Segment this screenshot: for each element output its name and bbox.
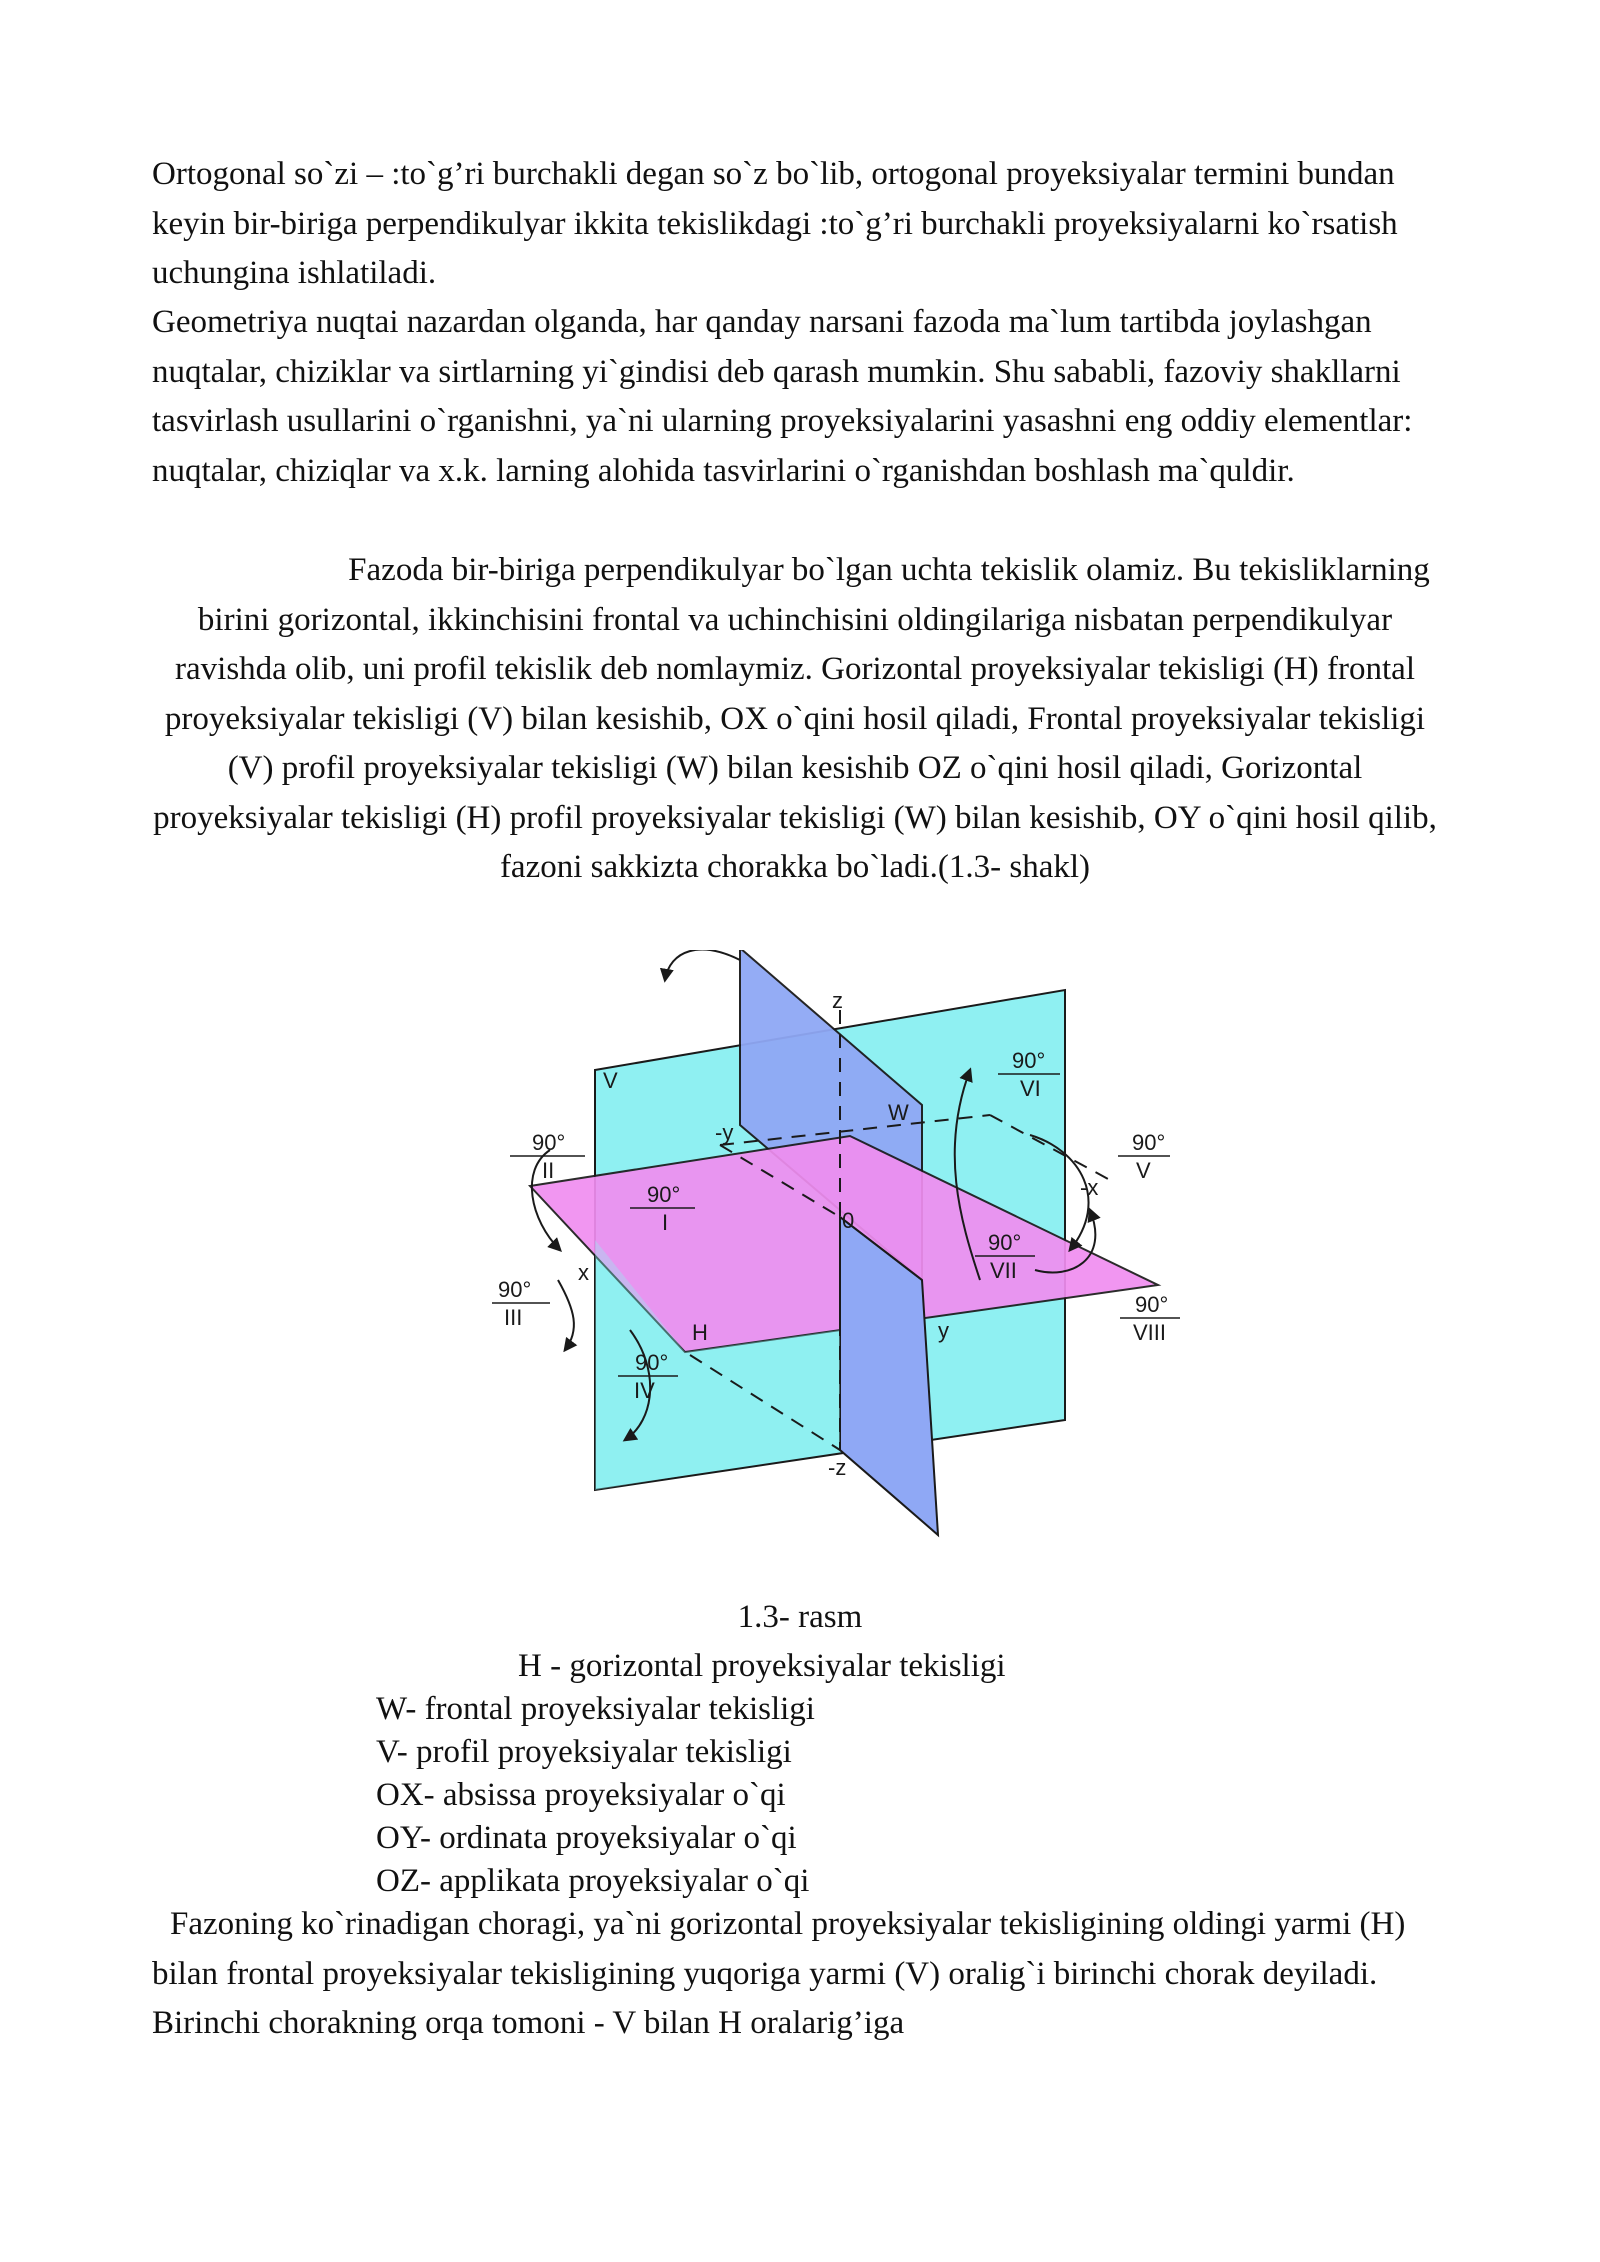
svg-text:90°: 90° [647, 1182, 681, 1207]
label-x: x [578, 1260, 589, 1285]
quadrant-V-label [1118, 1130, 1170, 1183]
label-plane-H: H [692, 1320, 708, 1345]
svg-text:VI: VI [1020, 1076, 1041, 1101]
quadrant-III-label [492, 1277, 550, 1330]
label-y: y [938, 1318, 949, 1343]
legend-item: W- frontal proyeksiyalar tekisligi [376, 1691, 815, 1727]
paragraph-three-planes [152, 546, 1438, 893]
legend-list [376, 1688, 815, 1903]
quadrant-VIII-label [1120, 1292, 1180, 1345]
svg-text:90°: 90° [532, 1130, 566, 1155]
svg-text:VIII: VIII [1133, 1320, 1167, 1345]
label-neg-x: -x [1080, 1175, 1099, 1200]
paragraph-geometry: Geometriya nuqtai nazardan olganda, har qanday narsani fazoda ma`lum tartibda joylashgan nuqtalar, chiziklar va sirtlarning yi`gindisi deb qarash mumkin. Shu sababli, fazoviy shakllarni tasvirlash usullarini o`rganishni, ya`ni ularning proyeksiyalarini yasashni eng oddiy elementlar: nuqtalar, chiziqlar va x.k. larning alohida tasvirlarini o`rganishdan boshlash ma`quldir. [152, 304, 1413, 489]
svg-text:90°: 90° [1135, 1292, 1169, 1317]
label-z: z [832, 988, 843, 1013]
svg-text:I: I [662, 1210, 669, 1235]
svg-text:III: III [504, 1305, 523, 1330]
legend-item: OY- ordinata proyeksiyalar o`qi [376, 1820, 797, 1856]
rotation-arrow-top [665, 950, 740, 980]
label-origin: 0 [842, 1208, 855, 1233]
projection-planes-figure [490, 950, 1190, 1550]
paragraph-first-quadrant-text: Fazoning ko`rinadigan choragi, ya`ni gorizontal proyeksiyalar tekisligining oldingi yarmi (H) bilan frontal proyeksiyalar tekisligining yuqoriga yarmi (V) oralig`i birinchi chorak deyiladi. Birinchi chorakning orqa tomoni - V bilan H oralarig’iga [152, 1906, 1406, 2041]
svg-text:90°: 90° [988, 1230, 1022, 1255]
svg-text:90°: 90° [635, 1350, 669, 1375]
legend-item: OX- absissa proyeksiyalar o`qi [376, 1777, 786, 1813]
svg-text:90°: 90° [1012, 1048, 1046, 1073]
svg-text:V: V [1136, 1158, 1151, 1183]
label-plane-W: W [888, 1100, 909, 1125]
legend-item: OZ- applikata proyeksiyalar o`qi [376, 1863, 810, 1899]
legend-item-h: H - gorizontal proyeksiyalar tekisligi [518, 1648, 1006, 1684]
figure-caption: 1.3- rasm [737, 1599, 863, 1635]
label-neg-z: -z [828, 1455, 847, 1480]
quadrant-II-label [510, 1130, 585, 1183]
svg-text:II: II [542, 1158, 555, 1183]
label-plane-V: V [603, 1068, 618, 1093]
svg-text:IV: IV [634, 1378, 655, 1403]
legend-item: V- profil proyeksiyalar tekisligi [376, 1734, 792, 1770]
svg-text:VII: VII [990, 1258, 1017, 1283]
paragraph-three-planes-text: Fazoda bir-biriga perpendikulyar bo`lgan uchta tekislik olamiz. Bu tekisliklarning birini gorizontal, ikkinchisini frontal va uchinchisini oldingilariga nisbatan perpendikulyar ravishda olib, uni profil tekislik deb nomlaymiz. Gorizontal proyeksiyalar tekisligi (H) frontal proyeksiyalar tekisligi (V) bilan kesishib, OX o`qini hosil qiladi, Frontal proyeksiyalar tekisligi (V) profil proyeksiyalar tekisligi (W) bilan kesishib OZ o`qini hosil qiladi, Gorizontal proyeksiyalar tekisligi (H) profil proyeksiyalar tekisligi (W) bilan kesishib, OY o`qini hosil qilib, fazoni sakkizta chorakka bo`ladi.(1.3- shakl) [153, 552, 1437, 885]
svg-text:90°: 90° [498, 1277, 532, 1302]
paragraph-first-quadrant [152, 1900, 1452, 2049]
label-neg-y: -y [715, 1120, 734, 1145]
paragraph-orthogonal-definition: Ortogonal so`zi – :to`g’ri burchakli degan so`z bo`lib, ortogonal proyeksiyalar termini bundan keyin bir-biriga perpendikulyar ikkita tekislikdagi :to`g’ri burchakli proyeksiyalarni ko`rsatish uchungina ishlatiladi. [152, 156, 1398, 291]
svg-text:90°: 90° [1132, 1130, 1166, 1155]
rotation-arrow-III [558, 1280, 574, 1350]
